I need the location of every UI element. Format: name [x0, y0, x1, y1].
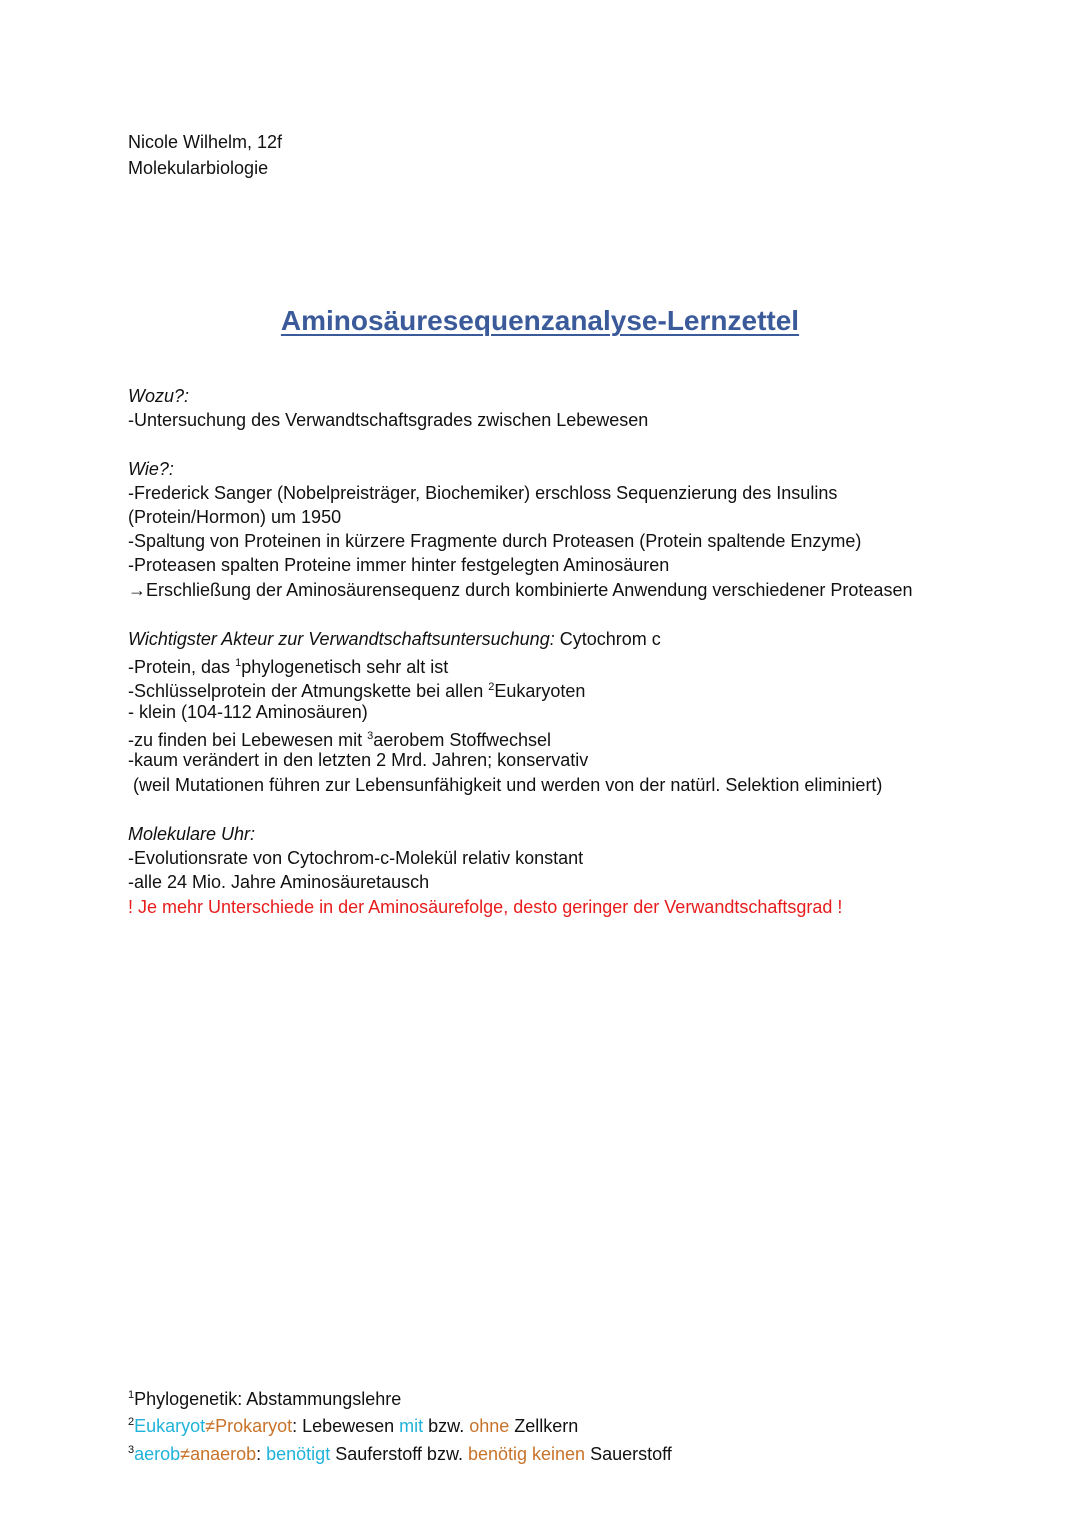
- footnote-3-anaerob: anaerob: [190, 1444, 257, 1464]
- akteur-line-2: [128, 675, 585, 703]
- wie-line-2: (Protein/Hormon) um 1950: [128, 507, 342, 527]
- footnote-2-mit: mit: [399, 1416, 424, 1436]
- footnote-2-end: Zellkern: [509, 1416, 579, 1436]
- footnote-2-prokaryot: Prokaryot: [215, 1416, 293, 1436]
- page-title: [0, 303, 1080, 339]
- footnote-3-benoetig-keinen: benötig keinen: [467, 1444, 586, 1464]
- uhr-line-2: -alle 24 Mio. Jahre Aminosäuretausch: [128, 872, 430, 892]
- footnote-ref-2: 2: [488, 681, 495, 693]
- footnote-1-num: 1: [128, 1389, 135, 1401]
- arrow-icon: →: [128, 580, 146, 600]
- wie-line-4: -Proteasen spalten Proteine immer hinter festgelegten Aminosäuren: [128, 555, 670, 575]
- footnote-2-ohne: ohne: [469, 1416, 510, 1436]
- wie-line-3: -Spaltung von Proteinen in kürzere Fragmente durch Proteasen (Protein spaltende Enzyme): [128, 531, 862, 551]
- footnote-3-end: Sauerstoff: [585, 1444, 672, 1464]
- footnote-2-neq: ≠: [205, 1416, 216, 1436]
- footnote-1-text: Phylogenetik: Abstammungslehre: [134, 1389, 402, 1409]
- akteur-line-1-post: phylogenetisch sehr alt ist: [241, 657, 449, 677]
- footnote-3-benoetigt: benötigt: [266, 1444, 331, 1464]
- wie-conclusion: [128, 578, 912, 602]
- footnote-ref-3: 3: [367, 730, 374, 742]
- wozu-line-1: -Untersuchung des Verwandtschaftsgrades zwischen Lebewesen: [128, 410, 649, 430]
- page-title-text: Aminosäuresequenzanalyse-Lernzettel: [280, 305, 800, 336]
- footnote-2-colon: : Lebewesen: [292, 1416, 400, 1436]
- akteur-line-3: - klein (104-112 Aminosäuren): [128, 702, 368, 722]
- heading-akteur-label: Wichtigster Akteur zur Verwandtschaftsuntersuchung:: [128, 629, 555, 649]
- akteur-line-6: (weil Mutationen führen zur Lebensunfähigkeit und werden von der natürl. Selektion eliminiert): [128, 775, 883, 795]
- footnote-ref-1: 1: [235, 657, 242, 669]
- footnote-2-eukaryot: Eukaryot: [134, 1416, 206, 1436]
- footnote-3-colon: :: [256, 1444, 267, 1464]
- footnote-2-num: 2: [128, 1416, 135, 1428]
- akteur-line-5: -kaum verändert in den letzten 2 Mrd. Jahren; konservativ: [128, 750, 589, 770]
- akteur-line-1-pre: -Protein, das: [128, 657, 236, 677]
- heading-akteur: [128, 627, 661, 651]
- akteur-line-2-post: Eukaryoten: [494, 681, 586, 701]
- subject-line: Molekularbiologie: [128, 158, 269, 178]
- footnote-1: [128, 1383, 401, 1411]
- uhr-line-1: -Evolutionsrate von Cytochrom-c-Molekül relativ konstant: [128, 848, 584, 868]
- footnote-3-neq: ≠: [180, 1444, 191, 1464]
- footnote-3: [128, 1438, 672, 1466]
- footnote-3-aerob: aerob: [134, 1444, 181, 1464]
- footnote-3-mid: Sauferstoff bzw.: [330, 1444, 468, 1464]
- akteur-line-4-pre: -zu finden bei Lebewesen mit: [128, 730, 368, 750]
- akteur-line-4-post: aerobem Stoffwechsel: [373, 730, 552, 750]
- akteur-line-2-pre: -Schlüsselprotein der Atmungskette bei allen: [128, 681, 489, 701]
- wie-line-1: -Frederick Sanger (Nobelpreisträger, Biochemiker) erschloss Sequenzierung des Insulins: [128, 483, 838, 503]
- footnote-3-num: 3: [128, 1444, 135, 1456]
- footnote-2: [128, 1410, 578, 1438]
- heading-wozu: Wozu?:: [128, 386, 190, 406]
- heading-wie: Wie?:: [128, 459, 174, 479]
- heading-akteur-value: Cytochrom c: [554, 629, 661, 649]
- author-line: Nicole Wilhelm, 12f: [128, 132, 283, 152]
- footnote-2-mid: bzw.: [423, 1416, 470, 1436]
- heading-uhr: Molekulare Uhr:: [128, 824, 256, 844]
- warning-line: ! Je mehr Unterschiede in der Aminosäurefolge, desto geringer der Verwandtschaftsgrad !: [128, 897, 843, 917]
- wie-conclusion-text: Erschließung der Aminosäurensequenz durch kombinierte Anwendung verschiedener Proteasen: [146, 580, 913, 600]
